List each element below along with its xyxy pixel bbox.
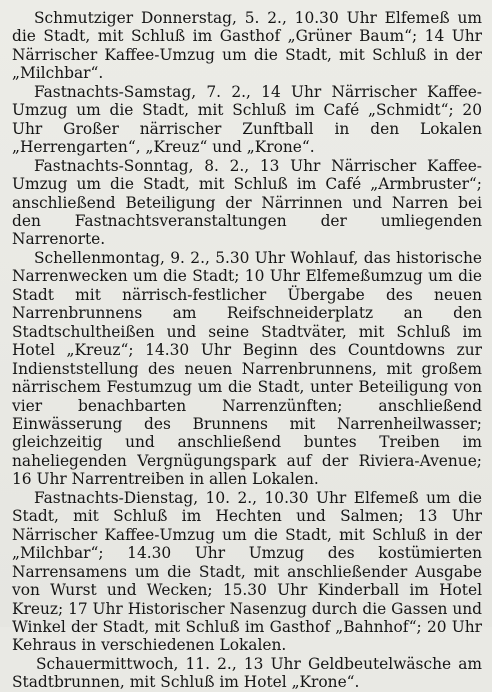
para-6: Schauermittwoch, 11. 2., 13 Uhr Geldbeutelwäsche am Stadtbrunnen, mit Schluß im Hotel „Krone“. — [12, 654, 482, 692]
para-5: Fastnachts-Dienstag, 10. 2., 10.30 Uhr Elfemeß um die Stadt, mit Schluß im Hechten und Salmen; 13 Uhr Närrischer Kaffee-Umzug um die Stadt, mit Schluß in der „Milchbar“; 14.30 Uhr Umzug des kostümierten Narrensamens um die Stadt, mit anschließender Ausgabe von Wurst und Wecken; 15.30 Uhr Kinderball im Hotel Kreuz; 17 Uhr Historischer Nasenzug durch die Gassen und Winkel der Stadt, mit Schluß im Gasthof „Bahnhof“; 20 Uhr Kehraus in verschiedenen Lokalen. — [12, 488, 482, 655]
para-1: Schmutziger Donnerstag, 5. 2., 10.30 Uhr Elfemeß um die Stadt, mit Schluß im Gasthof „Grüner Baum“; 14 Uhr Närrischer Kaffee-Umzug um die Stadt, mit Schluß in der „Milchbar“. — [12, 9, 482, 83]
para-2: Fastnachts-Samstag, 7. 2., 14 Uhr Närrischer Kaffee-Umzug um die Stadt, mit Schluß im Café „Schmidt“; 20 Uhr Großer närrischer Zunftball in den Lokalen „Herrengarten“, „Kreuz“ und „Krone“. — [12, 82, 482, 157]
para-3: Fastnachts-Sonntag, 8. 2., 13 Uhr Närrischer Kaffee-Umzug um die Stadt, mit Schluß im Café „Armbruster“; anschließend Beteiligung der Närrinnen und Narren bei den Fastnachtsveranstaltungen der umliegenden Narrenorte. — [12, 156, 482, 249]
para-4: Schellenmontag, 9. 2., 5.30 Uhr Wohlauf, das historische Narrenwecken um die Stadt; 10 Uhr Elfemeßumzug um die Stadt mit närrisch-festlicher Übergabe des neuen Narrenbrunnens am Reifschneiderplatz an den Stadtschultheißen und seine Stadtväter, mit Schluß im Hotel „Kreuz“; 14.30 Uhr Beginn des Countdowns zur Indienststellung des neuen Narrenbrunnens, mit großem närrischem Festumzug um die Stadt, unter Beteiligung von vier benachbarten Narrenzünften; anschließend Einwässerung des Brunnens mit Narrenheilwasser; gleichzeitig und anschließend buntes Treiben im naheliegenden Vergnügungspark auf der Riviera-Avenue; 16 Uhr Narrentreiben in allen Lokalen. — [12, 248, 482, 489]
